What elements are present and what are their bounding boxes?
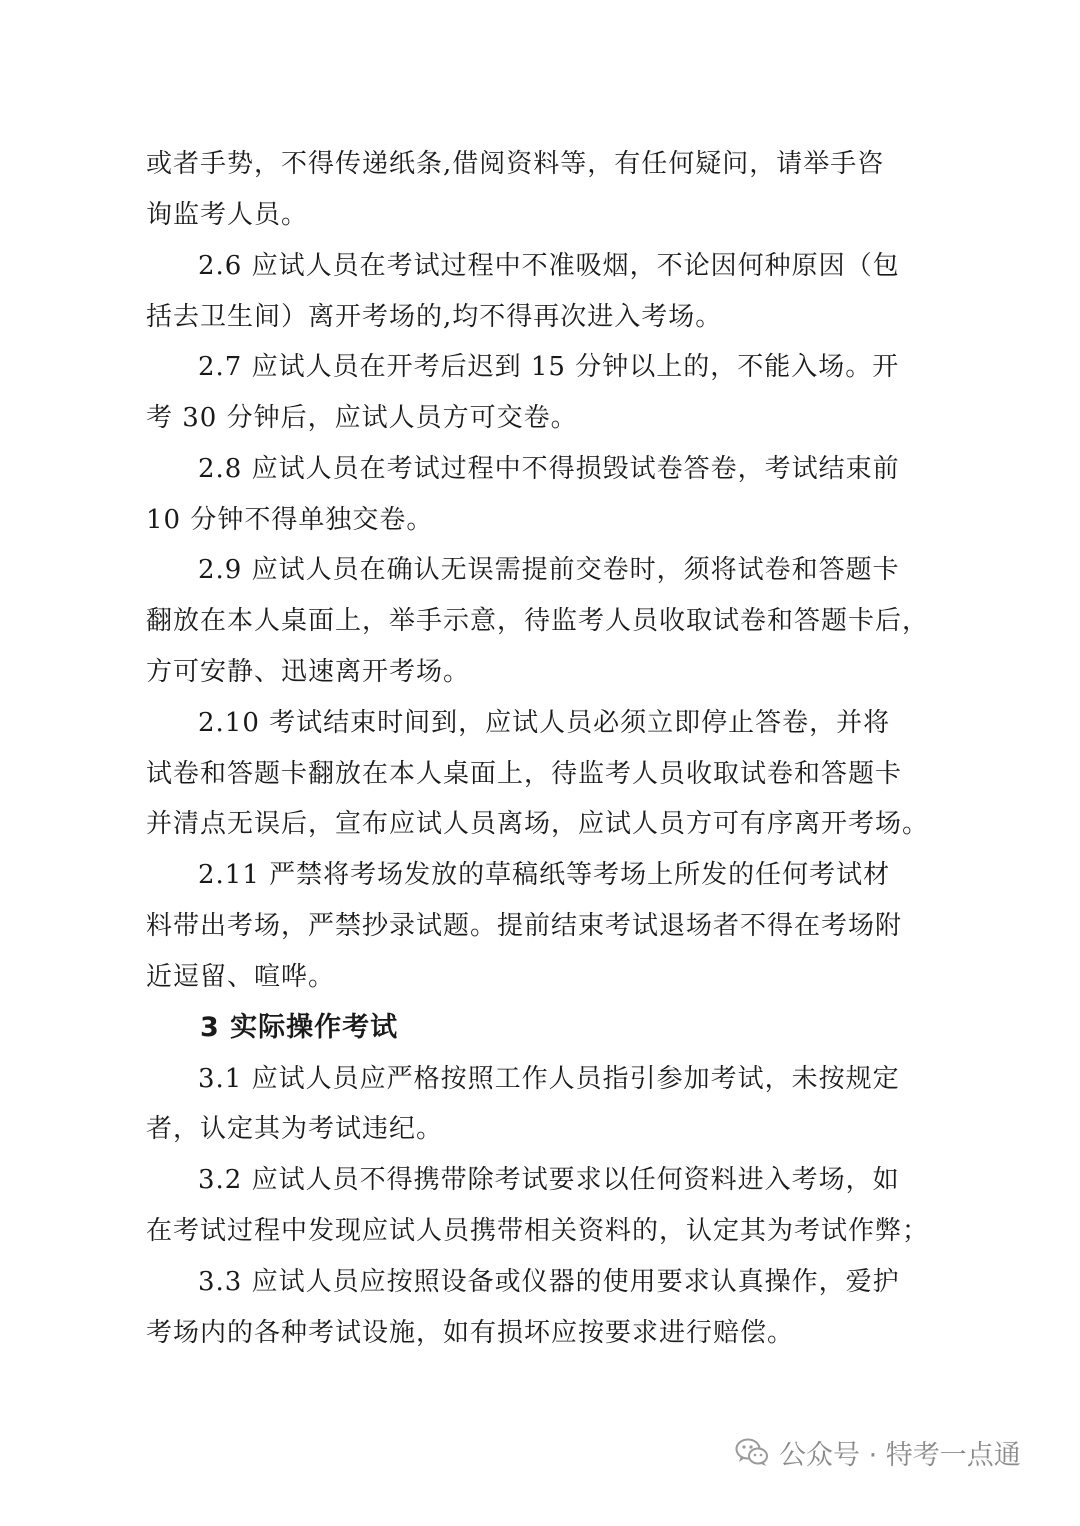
text-line: 2.7 应试人员在开考后迟到 15 分钟以上的，不能入场。开 (198, 352, 900, 382)
text-line: 者，认定其为考试违纪。 (146, 1114, 444, 1144)
text-line: 2.10 考试结束时间到，应试人员必须立即停止答卷，并将 (198, 708, 891, 738)
text-line: 方可安静、迅速离开考场。 (146, 657, 471, 687)
text-line: 10 分钟不得单独交卷。 (146, 505, 434, 535)
text-line: 3.3 应试人员应按照设备或仪器的使用要求认真操作，爱护 (198, 1267, 900, 1297)
text-line: 括去卫生间）离开考场的,均不得再次进入考场。 (146, 302, 723, 332)
wechat-logo-icon (735, 1437, 769, 1467)
text-line: 3.1 应试人员应严格按照工作人员指引参加考试，未按规定 (198, 1064, 900, 1094)
text-line: 询监考人员。 (146, 200, 309, 230)
text-line: 并清点无误后，宣布应试人员离场，应试人员方可有序离开考场。 (146, 809, 930, 839)
text-line: 在考试过程中发现应试人员携带相关资料的，认定其为考试作弊； (146, 1216, 930, 1246)
text-line: 料带出考场，严禁抄录试题。提前结束考试退场者不得在考场附 (146, 911, 903, 941)
text-line: 近逗留、喧哗。 (146, 962, 336, 992)
text-line: 试卷和答题卡翻放在本人桌面上，待监考人员收取试卷和答题卡 (146, 759, 903, 789)
text-line: 3.2 应试人员不得携带除考试要求以任何资料进入考场，如 (198, 1165, 900, 1195)
watermark-text: 公众号 · 特考一点通 (779, 1439, 1021, 1471)
text-line: 2.9 应试人员在确认无误需提前交卷时，须将试卷和答题卡 (198, 555, 900, 585)
text-line: 翻放在本人桌面上，举手示意，待监考人员收取试卷和答题卡后， (146, 606, 930, 636)
text-line: 或者手势，不得传递纸条,借阅资料等，有任何疑问，请举手咨 (146, 149, 885, 179)
text-line: 考 30 分钟后，应试人员方可交卷。 (146, 403, 578, 433)
text-line: 2.11 严禁将考场发放的草稿纸等考场上所发的任何考试材 (198, 860, 891, 890)
text-line: 2.6 应试人员在考试过程中不准吸烟，不论因何种原因（包 (198, 251, 900, 281)
text-line: 2.8 应试人员在考试过程中不得损毁试卷答卷，考试结束前 (198, 454, 900, 484)
watermark (735, 1432, 1021, 1472)
section-heading: 3 实际操作考试 (200, 1012, 399, 1043)
text-line: 考场内的各种考试设施，如有损坏应按要求进行赔偿。 (146, 1318, 795, 1348)
